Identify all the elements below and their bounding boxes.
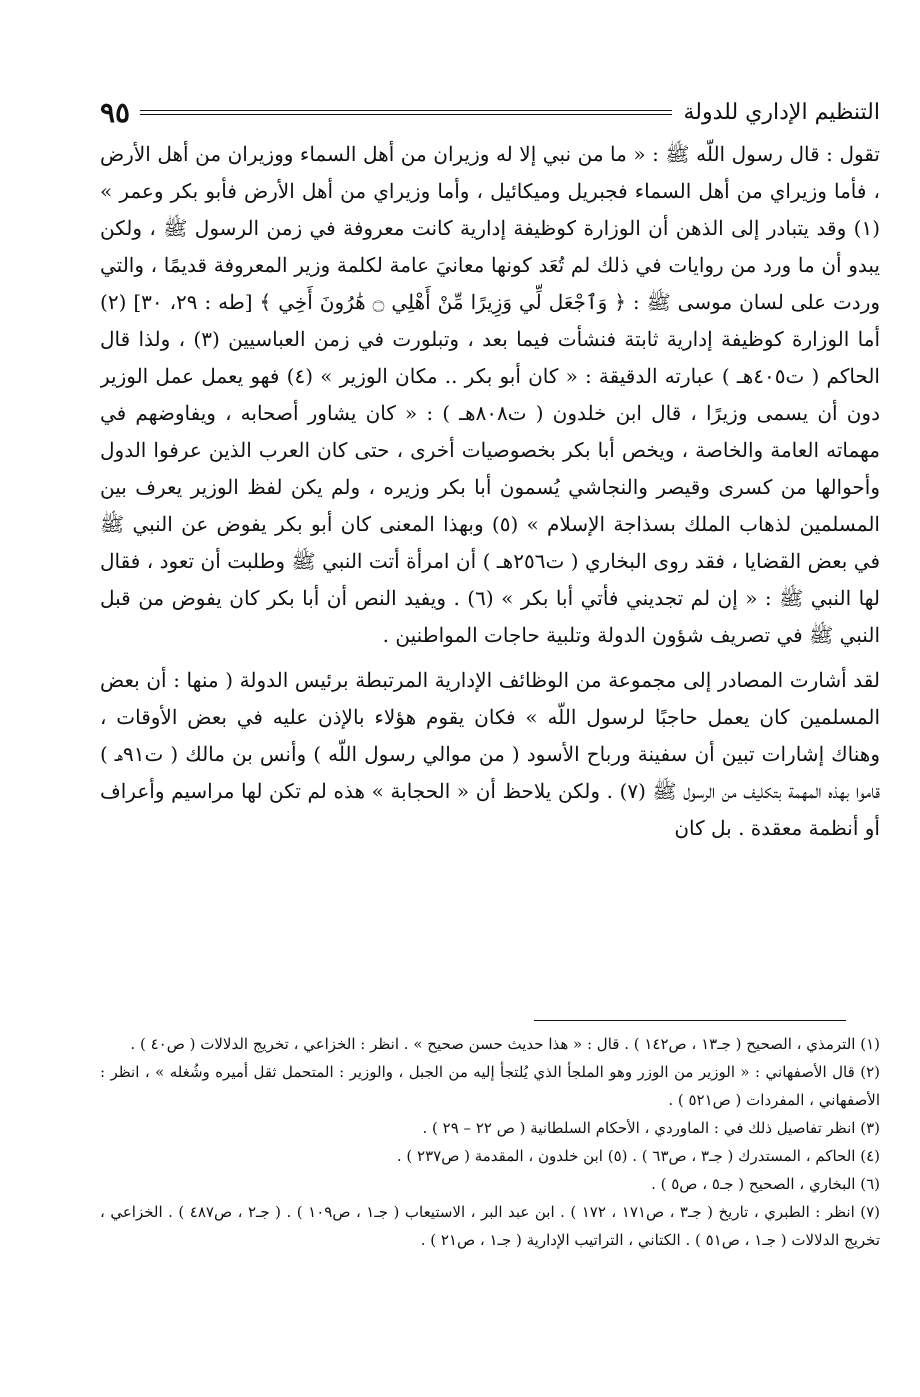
main-text bbox=[100, 136, 880, 966]
page-header bbox=[100, 92, 880, 132]
footnote-7: (٧) انظر : الطبري ، تاريخ ( جـ٣ ، ص١٧١ ، ١٧٢ ) . ابن عبد البر ، الاستيعاب ( جـ١ ، ص١٠٩ ) . ( جـ٢ ، ص٤٨٧ ) . الخزاعي ، تخريج الدلالات ( جـ١ ، ص٥١ ) . الكتاني ، التراتيب الإدارية ( جـ١ ، ص٢١ ) . bbox=[100, 1203, 880, 1249]
footnote-1: (١) الترمذي ، الصحيح ( جـ١٣ ، ص١٤٢ ) . قال : « هذا حديث حسن صحيح » . انظر : الخزاعي ، تخريج الدلالات ( ص٤٠ ) . bbox=[130, 1035, 880, 1053]
header-rule bbox=[140, 110, 671, 115]
running-title: التنظيم الإداري للدولة bbox=[683, 99, 880, 125]
footnote-3: (٣) انظر تفاصيل ذلك في : الماوردي ، الأحكام السلطانية ( ص ٢٢ – ٢٩ ) . bbox=[422, 1119, 880, 1137]
page-number: ٩٥ bbox=[100, 95, 131, 129]
paragraph-1: تقول : قال رسول اللّه ﷺ : « ما من نبي إلا له وزيران من أهل السماء ووزيران من أهل الأرض ، فأما وزيراي من أهل السماء فجبريل وميكائيل ، وأما وزيراي من أهل الأرض فأبو بكر وعمر » (١) وقد يتبادر إلى الذهن أن الوزارة كوظيفة إدارية كانت معروفة في زمن الرسول ﷺ ، ولكن يبدو أن ما ورد من روايات في ذلك لم تُعَد كونها معانيَ عامة لكلمة وزير المعروفة قديمًا ، والتي وردت على لسان موسى ﷺ : ﴿ وَٱجْعَل لِّي وَزِيرًا مِّنْ أَهْلِي ۝ هَٰرُونَ أَخِي ﴾ [طه : ٢٩، ٣٠] (٢) أما الوزارة كوظيفة إدارية ثابتة فنشأت فيما بعد ، وتبلورت في زمن العباسيين (٣) ، ولذا قال الحاكم ( ت٤٠٥هـ ) عبارته الدقيقة : « كان أبو بكر .. مكان الوزير » (٤) فهو يعمل عمل الوزير دون أن يسمى وزيرًا ، قال ابن خلدون ( ت٨٠٨هـ ) : « كان يشاور أصحابه ، ويفاوضهم في مهماته العامة والخاصة ، ويخص أبا بكر بخصوصيات أخرى ، حتى كان العرب الذين عرفوا الدول وأحوالها من كسرى وقيصر والنجاشي يُسمون أبا بكر وزيره ، ولم يكن لفظ الوزير يعرف بين المسلمين لذهاب الملك بسذاجة الإسلام » (٥) وبهذا المعنى كان أبو بكر يفوض عن النبي ﷺ في بعض القضايا ، فقد روى البخاري ( ت٢٥٦هـ ) أن امرأة أتت النبي ﷺ وطلبت أن تعود ، فقال لها النبي ﷺ : « إن لم تجديني فأتي أبا بكر » (٦) . ويفيد النص أن أبا بكر كان يفوض من قبل النبي ﷺ في تصريف شؤون الدولة وتلبية حاجات المواطنين . bbox=[100, 142, 880, 647]
footnotes bbox=[100, 1030, 880, 1360]
footnote-2: (٢) قال الأصفهاني : « الوزير من الوزر وهو الملجأ الذي يُلتجأ إليه من الجبل ، والوزير : المتحمل ثقل أميره وشُغله » ، انظر : الأصفهاني ، المفردات ( ص٥٢١ ) . bbox=[100, 1063, 880, 1109]
paragraph-2: لقد أشارت المصادر إلى مجموعة من الوظائف الإدارية المرتبطة برئيس الدولة ( منها : أن بعض المسلمين كان يعمل حاجبًا لرسول اللّه » فكان يقوم هؤلاء بالإذن عليه في بعض الأوقات ، وهناك إشارات تبين أن سفينة ورباح الأسود ( من موالي رسول اللّه ) وأنس بن مالك ( ت٩١هـ ) قاموا بهذه المهمة بتكليف من الرسول ﷺ (٧) . ولكن يلاحظ أن « الحجابة » هذه لم تكن لها مراسيم وأعراف أو أنظمة معقدة . بل كان bbox=[100, 668, 880, 840]
footnote-4-5: (٤) الحاكم ، المستدرك ( جـ٣ ، ص٦٣ ) . (٥) ابن خلدون ، المقدمة ( ص٢٣٧ ) . bbox=[396, 1147, 880, 1165]
footnote-6: (٦) البخاري ، الصحيح ( جـ٥ ، ص٥ ) . bbox=[651, 1175, 880, 1193]
footnote-divider bbox=[534, 1020, 846, 1021]
